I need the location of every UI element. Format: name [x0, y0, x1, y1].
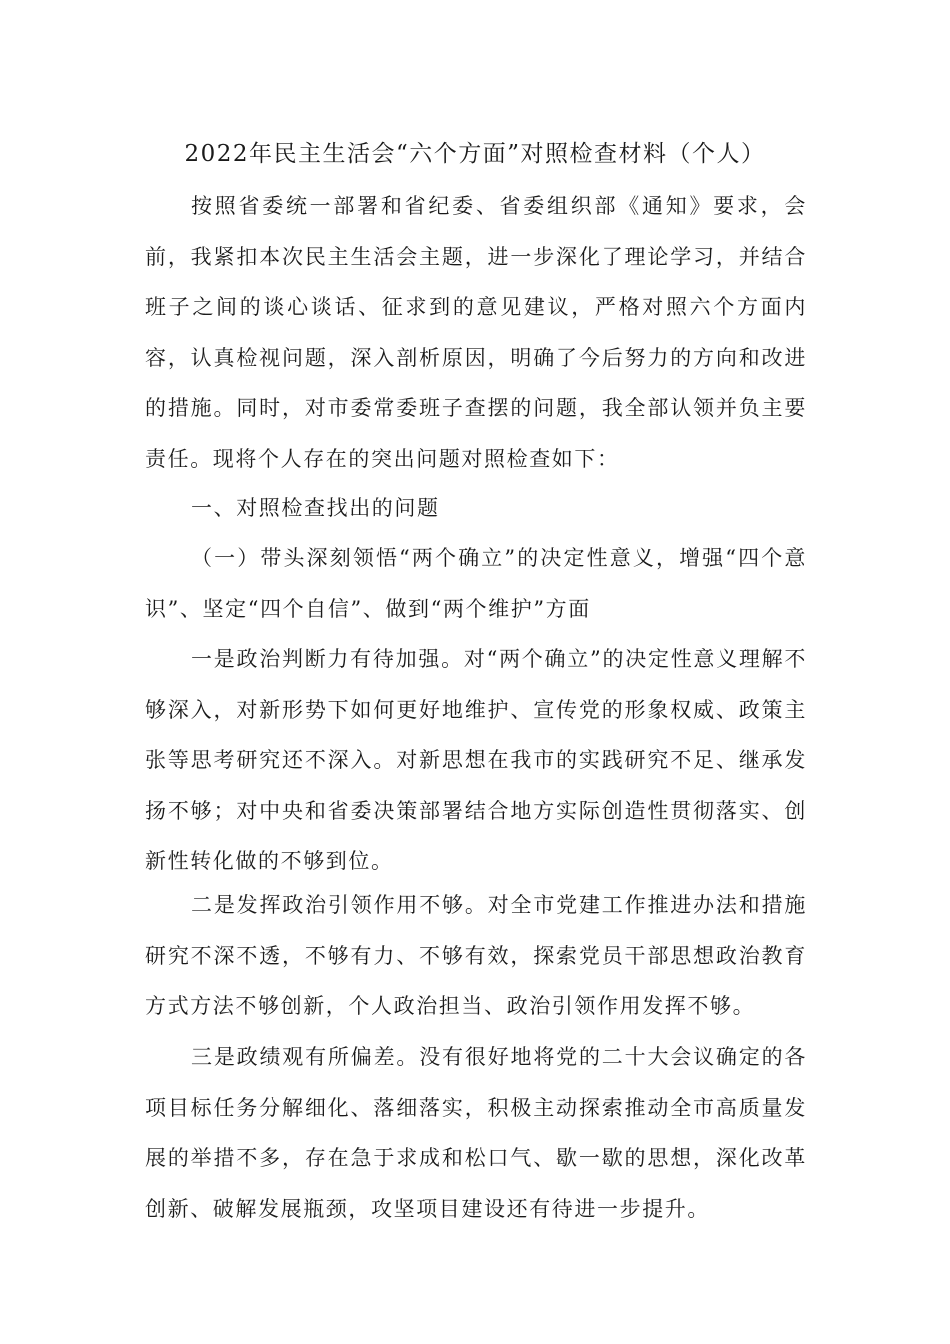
item-paragraph-2: 二是发挥政治引领作用不够。对全市党建工作推进办法和措施研究不深不透，不够有力、不够有效，探索党员干部思想政治教育方式方法不够创新，个人政治担当、政治引领作用发挥不够。 — [145, 893, 807, 1018]
item-paragraph-1: 一是政治判断力有待加强。对“两个确立”的决定性意义理解不够深入，对新形势下如何更好地维护、宣传党的形象权威、政策主张等思考研究还不深入。对新思想在我市的实践研究不足、继承发扬不够；对中央和省委决策部署结合地方实际创造性贯彻落实、创新性转化做的不够到位。 — [145, 647, 807, 873]
subsection-heading: （一）带头深刻领悟“两个确立”的决定性意义，增强“四个意识”、坚定“四个自信”、做到“两个维护”方面 — [145, 546, 807, 621]
document-title: 2022年民主生活会“六个方面”对照检查材料（个人） — [184, 141, 766, 167]
section-heading: 一、对照检查找出的问题 — [191, 496, 440, 520]
intro-paragraph: 按照省委统一部署和省纪委、省委组织部《通知》要求，会前，我紧扣本次民主生活会主题，进一步深化了理论学习，并结合班子之间的谈心谈话、征求到的意见建议，严格对照六个方面内容，认真检视问题，深入剖析原因，明确了今后努力的方向和改进的措施。同时，对市委常委班子查摆的问题，我全部认领并负主要责任。现将个人存在的突出问题对照检查如下： — [145, 194, 807, 471]
item-paragraph-3: 三是政绩观有所偏差。没有很好地将党的二十大会议确定的各项目标任务分解细化、落细落实，积极主动探索推动全市高质量发展的举措不多，存在急于求成和松口气、歇一歇的思想，深化改革创新、破解发展瓶颈，攻坚项目建设还有待进一步提升。 — [145, 1045, 807, 1221]
